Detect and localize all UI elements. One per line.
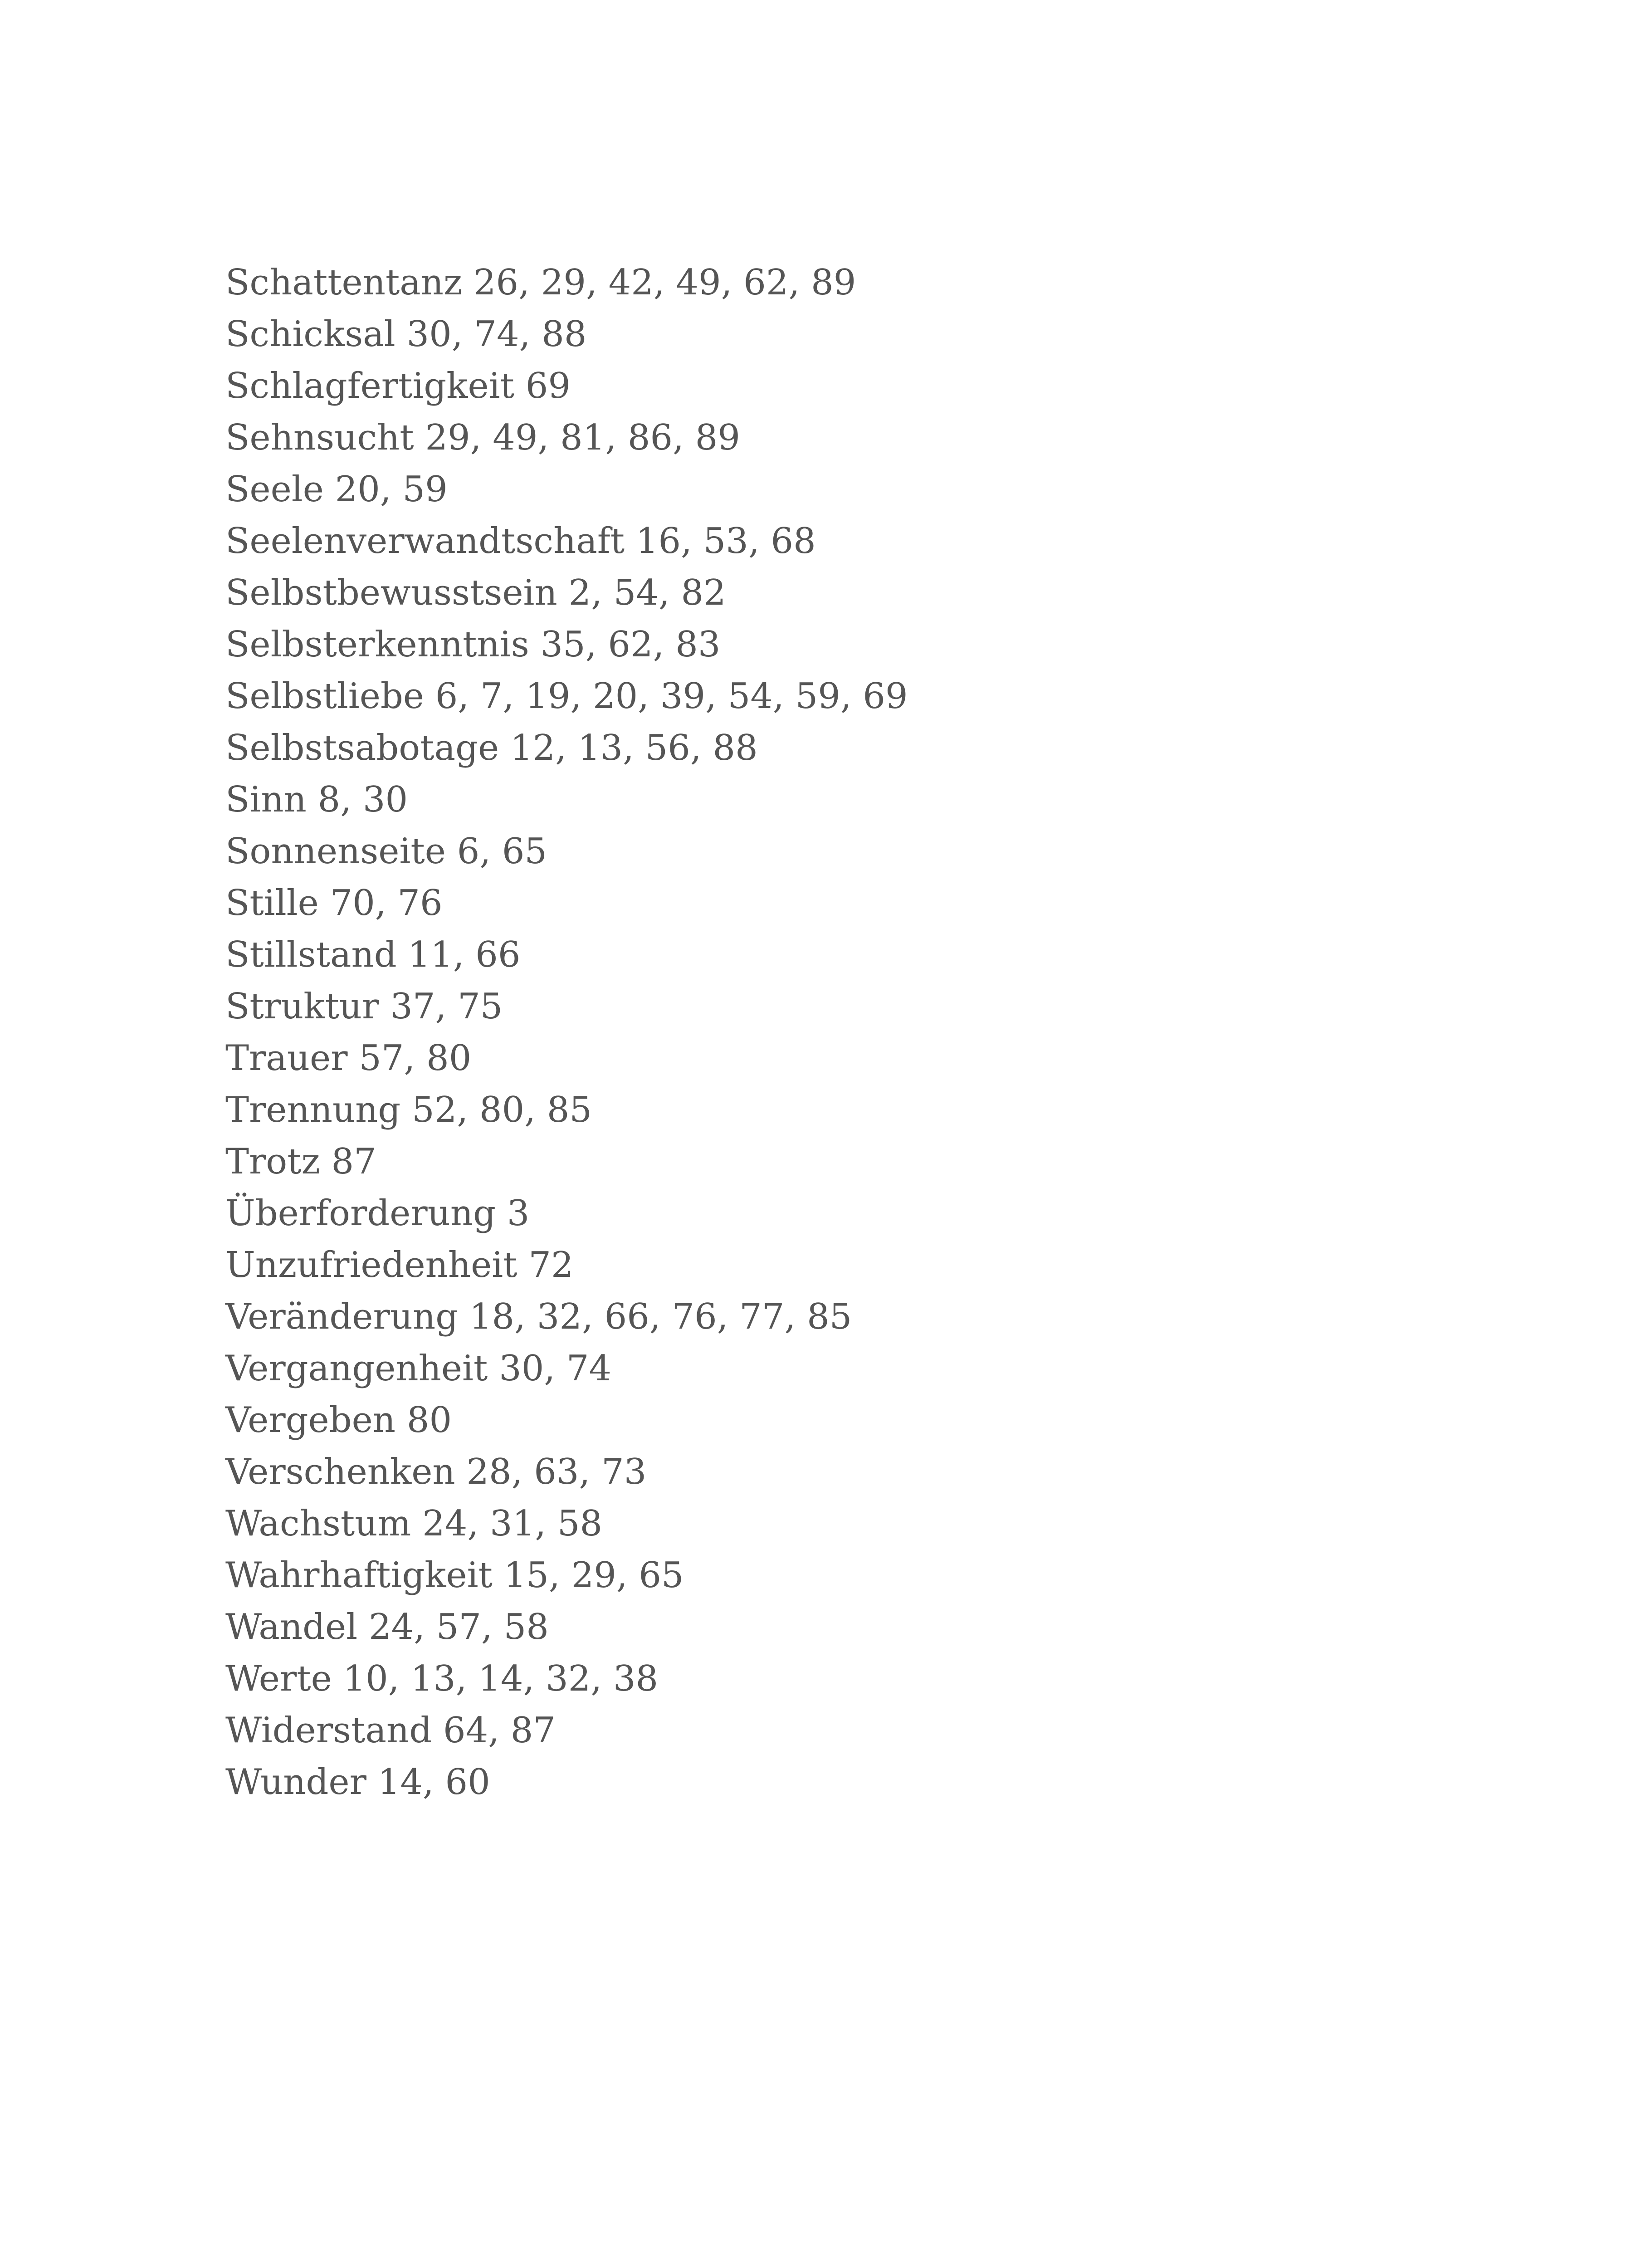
index-entry: Stillstand 11, 66 <box>225 934 521 975</box>
index-entry: Vergangenheit 30, 74 <box>225 1348 612 1389</box>
index-entry: Wahrhaftigkeit 15, 29, 65 <box>225 1555 684 1596</box>
index-entry: Stille 70, 76 <box>225 883 443 924</box>
index-entry: Trennung 52, 80, 85 <box>225 1090 592 1130</box>
index-entry: Wandel 24, 57, 58 <box>225 1607 549 1647</box>
index-entry: Trotz 87 <box>225 1141 376 1182</box>
index-entry: Seele 20, 59 <box>225 469 448 510</box>
index-entry: Trauer 57, 80 <box>225 1038 472 1079</box>
index-entry: Selbsterkenntnis 35, 62, 83 <box>225 624 721 665</box>
index-entry: Sehnsucht 29, 49, 81, 86, 89 <box>225 417 740 458</box>
index-entry: Struktur 37, 75 <box>225 986 503 1027</box>
index-entry: Schlagfertigkeit 69 <box>225 366 571 406</box>
index-entry: Sonnenseite 6, 65 <box>225 831 547 872</box>
index-entry: Schattentanz 26, 29, 42, 49, 62, 89 <box>225 262 856 303</box>
index-entry: Schicksal 30, 74, 88 <box>225 314 587 355</box>
index-entry: Vergeben 80 <box>225 1400 452 1441</box>
index-entry: Sinn 8, 30 <box>225 779 408 820</box>
index-entry: Seelenverwandtschaft 16, 53, 68 <box>225 521 816 562</box>
index-entry: Selbstbewusstsein 2, 54, 82 <box>225 572 726 613</box>
index-entry: Werte 10, 13, 14, 32, 38 <box>225 1658 659 1699</box>
subject-index-list <box>225 257 908 1808</box>
index-entry: Überforderung 3 <box>225 1193 530 1234</box>
index-entry: Unzufriedenheit 72 <box>225 1245 574 1286</box>
index-entry: Widerstand 64, 87 <box>225 1710 556 1751</box>
index-entry: Wunder 14, 60 <box>225 1762 490 1803</box>
index-entry: Wachstum 24, 31, 58 <box>225 1503 603 1544</box>
index-entry: Selbstsabotage 12, 13, 56, 88 <box>225 728 758 768</box>
index-entry: Veränderung 18, 32, 66, 76, 77, 85 <box>225 1296 852 1337</box>
index-entry: Selbstliebe 6, 7, 19, 20, 39, 54, 59, 69 <box>225 676 908 717</box>
index-entry: Verschenken 28, 63, 73 <box>225 1452 647 1492</box>
